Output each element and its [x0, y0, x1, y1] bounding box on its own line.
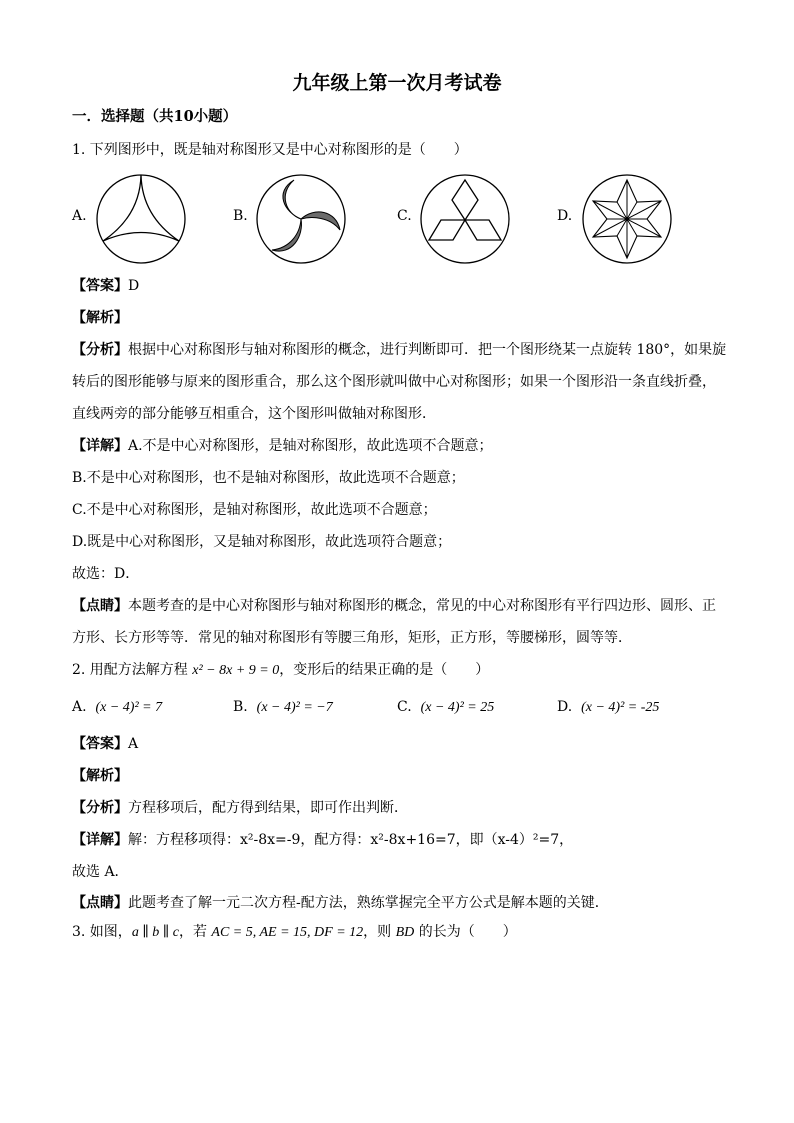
q2-stem-post: ，变形后的结果正确的是（ ）: [279, 662, 490, 678]
q3-stem-mid2: ，则: [363, 924, 396, 940]
q2-stem-pre: 2. 用配方法解方程: [72, 662, 193, 678]
q1-fenxi-line2: 转后的图形能够与原来的图形重合，那么这个图形就叫做中心对称图形；如果一个图形沿一条直线折叠，: [72, 374, 716, 390]
q1-option-a-label: A.: [72, 208, 87, 224]
q3-stem-pre: 3. 如图，: [72, 924, 132, 940]
page-title: 九年级上第一次月考试卷: [292, 72, 502, 94]
q3-given-lengths: AC = 5, AE = 15, DF = 12: [211, 925, 364, 940]
q2-fenxi: [72, 798, 408, 818]
q1-fenxi-line3: 直线两旁的部分能够互相重合，这个图形叫做轴对称图形．: [72, 406, 436, 422]
q2-xiangjie: [72, 830, 573, 850]
q2-option-b-expr: (x − 4)² = −7: [256, 700, 333, 715]
q1-dianjing-line2: 方形、长方形等等．常见的轴对称图形有等腰三角形，矩形，正方形，等腰梯形，圆等等．: [72, 630, 632, 646]
answer-tag: 【答案】: [72, 736, 128, 752]
q2-guxuan: 故选 A．: [72, 864, 129, 880]
q2-jiexi-heading: 【解析】: [72, 768, 128, 784]
xiangjie-text: A.不是中心对称图形，是轴对称图形，故此选项不合题意；: [128, 438, 493, 454]
q2-option-a-label: A.: [72, 699, 87, 715]
q3-stem: [72, 922, 517, 943]
q1-figure-a: [94, 172, 188, 266]
q2-option-b: [233, 697, 333, 718]
q2-dianjing: [72, 893, 609, 913]
q1-xiangjie-d: D.既是中心对称图形，又是轴对称图形，故此选项符合题意；: [72, 534, 452, 550]
q1-fenxi-line1: [72, 340, 726, 360]
q3-target-segment: BD: [395, 925, 415, 940]
q1-xiangjie-c: C.不是中心对称图形，是轴对称图形，故此选项不合题意；: [72, 502, 437, 518]
q1-option-c-label: C.: [397, 208, 412, 224]
fenxi-text: 方程移项后，配方得到结果，即可作出判断．: [128, 800, 408, 816]
answer-value: A: [128, 736, 139, 752]
q2-answer: [72, 734, 138, 754]
answer-value: D: [128, 278, 140, 294]
fenxi-text: 根据中心对称图形与轴对称图形的概念，进行判断即可．把一个图形绕某一点旋转 180°，如果旋: [128, 342, 727, 358]
q2-option-c-expr: (x − 4)² = 25: [420, 700, 495, 715]
q1-figure-b: [254, 172, 348, 266]
dianjing-text: 本题考查的是中心对称图形与轴对称图形的概念，常见的中心对称图形有平行四边形、圆形、正: [128, 598, 716, 614]
q1-jiexi-heading: 【解析】: [72, 310, 128, 326]
dianjing-tag: 【点睛】: [72, 895, 128, 911]
fenxi-tag: 【分析】: [72, 800, 128, 816]
q1-option-d-label: D.: [557, 208, 573, 224]
q2-option-d: [557, 697, 659, 718]
q1-figure-c: [418, 172, 512, 266]
xiangjie-tag: 【详解】: [72, 438, 128, 454]
q2-option-b-label: B.: [233, 699, 248, 715]
q3-stem-post: 的长为（ ）: [414, 924, 517, 940]
q3-parallel-lines: a ∥ b ∥ c: [131, 925, 179, 940]
q3-stem-mid: ，若: [178, 924, 212, 940]
q1-xiangjie-b: B.不是中心对称图形，也不是轴对称图形，故此选项不合题意；: [72, 470, 465, 486]
q2-option-a: [72, 697, 162, 718]
answer-tag: 【答案】: [72, 278, 128, 294]
q1-option-b-label: B.: [233, 208, 248, 224]
q2-option-a-expr: (x − 4)² = 7: [95, 700, 163, 715]
q1-figure-d: [580, 172, 674, 266]
q2-option-c: [397, 697, 494, 718]
xiangjie-text: 解：方程移项得：x²-8x=-9，配方得：x²-8x+16=7，即（x-4）²=7，: [128, 832, 574, 848]
dianjing-text: 此题考查了解一元二次方程-配方法，熟练掌握完全平方公式是解本题的关键．: [128, 895, 609, 911]
q2-option-d-label: D.: [557, 699, 573, 715]
fenxi-tag: 【分析】: [72, 342, 128, 358]
q1-guxuan: 故选：D．: [72, 566, 140, 582]
q2-stem: [72, 660, 489, 681]
q1-stem: 1. 下列图形中，既是轴对称图形又是中心对称图形的是（ ）: [72, 142, 468, 158]
section-heading: 一．选择题（共10小题）: [72, 108, 238, 125]
q1-dianjing-line1: [72, 596, 716, 616]
q1-answer: [72, 276, 139, 296]
xiangjie-tag: 【详解】: [72, 832, 128, 848]
dianjing-tag: 【点睛】: [72, 598, 128, 614]
q1-xiangjie-a: [72, 436, 493, 456]
q2-option-c-label: C.: [397, 699, 412, 715]
q2-equation: x² − 8x + 9 = 0: [192, 663, 280, 678]
q2-option-d-expr: (x − 4)² = -25: [581, 700, 660, 715]
